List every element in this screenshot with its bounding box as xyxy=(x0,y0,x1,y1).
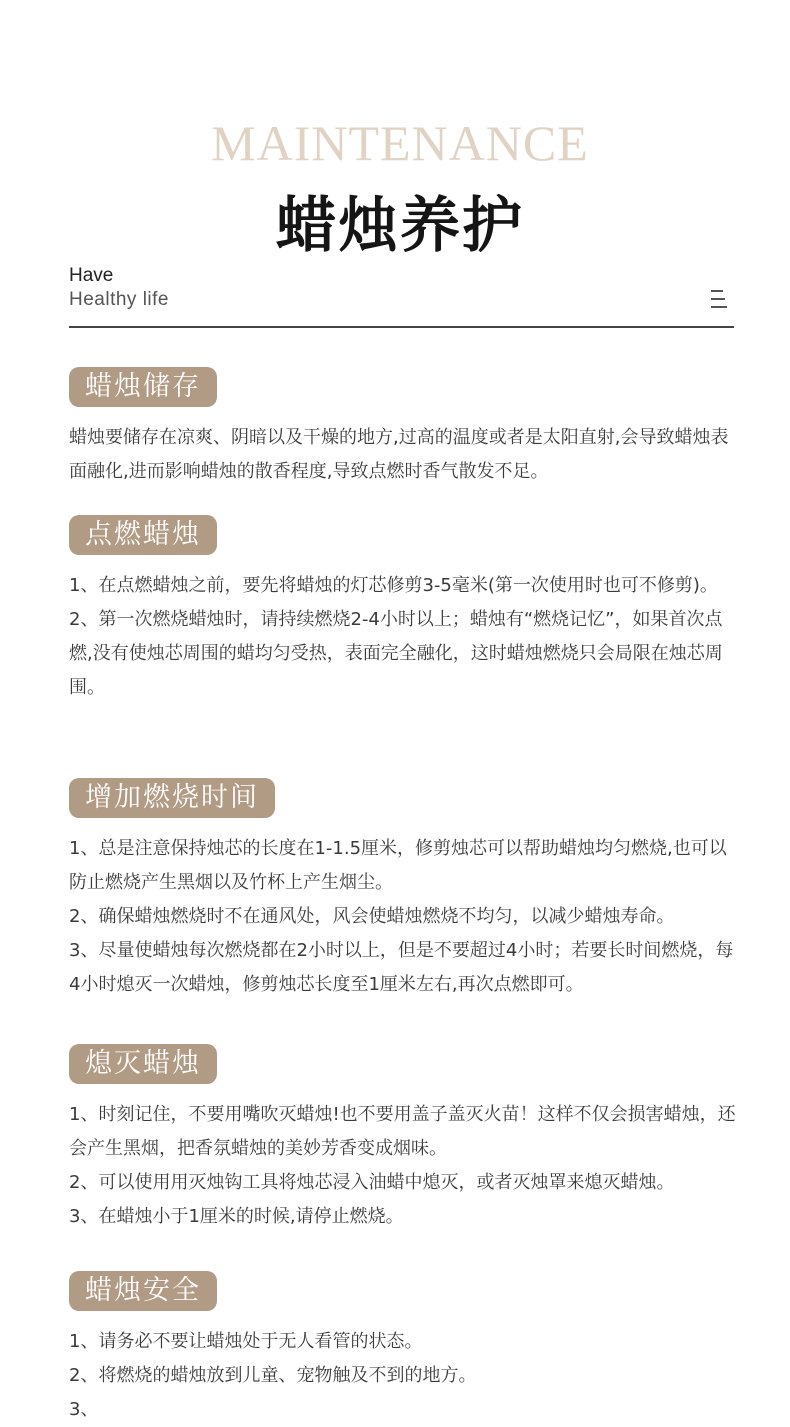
section-extinguish xyxy=(69,1044,749,1234)
header-divider xyxy=(69,326,734,328)
section-title-badge: 点燃蜡烛 xyxy=(69,515,217,555)
section-paragraph: 2、可以使用用灭烛钩工具将烛芯浸入油蜡中熄灭，或者灭烛罩来熄灭蜡烛。 xyxy=(69,1172,675,1193)
tagline-healthy-life: Healthy life xyxy=(69,289,169,310)
section-paragraph: 1、时刻记住，不要用嘴吹灭蜡烛!也不要用盖子盖灭火苗！这样不仅会损害蜡烛，还会产生黑烟，把香氛蜡烛的美妙芳香变成烟味。 xyxy=(69,1104,736,1159)
section-paragraph: 1、在点燃蜡烛之前，要先将蜡烛的灯芯修剪3-5毫米(第一次使用时也可不修剪)。 xyxy=(69,575,718,596)
section-paragraph: 蜡烛要储存在凉爽、阴暗以及干燥的地方,过高的温度或者是太阳直射,会导致蜡烛表面融化,进而影响蜡烛的散香程度,导致点燃时香气散发不足。 xyxy=(69,427,729,482)
section-title-badge: 增加燃烧时间 xyxy=(69,778,275,818)
section-paragraph: 3、在蜡烛小于1厘米的时候,请停止燃烧。 xyxy=(69,1206,404,1227)
section-safety xyxy=(69,1271,749,1427)
section-lighting xyxy=(69,515,749,705)
section-title-badge: 熄灭蜡烛 xyxy=(69,1044,217,1084)
tagline-have: Have xyxy=(69,265,114,286)
menu-icon[interactable] xyxy=(711,290,727,308)
section-storage xyxy=(69,367,749,489)
title-en: MAINTENANCE xyxy=(211,115,589,171)
section-paragraph: 3、 xyxy=(69,1399,99,1420)
section-paragraph: 2、将燃烧的蜡烛放到儿童、宠物触及不到的地方。 xyxy=(69,1365,477,1386)
page-title: 蜡烛养护 xyxy=(276,191,524,261)
section-burn-time xyxy=(69,778,749,1002)
section-title-badge: 蜡烛安全 xyxy=(69,1271,217,1311)
section-paragraph: 2、第一次燃烧蜡烛时，请持续燃烧2-4小时以上；蜡烛有“燃烧记忆”，如果首次点燃,没有使烛芯周围的蜡均匀受热，表面完全融化，这时蜡烛燃烧只会局限在烛芯周围。 xyxy=(69,609,723,698)
section-paragraph: 3、尽量使蜡烛每次燃烧都在2小时以上，但是不要超过4小时；若要长时间燃烧，每4小时熄灭一次蜡烛，修剪烛芯长度至1厘米左右,再次点燃即可。 xyxy=(69,940,734,995)
section-paragraph: 1、总是注意保持烛芯的长度在1-1.5厘米，修剪烛芯可以帮助蜡烛均匀燃烧,也可以防止燃烧产生黑烟以及竹杯上产生烟尘。 xyxy=(69,838,727,893)
section-paragraph: 1、请务必不要让蜡烛处于无人看管的状态。 xyxy=(69,1331,423,1352)
section-title-badge: 蜡烛储存 xyxy=(69,367,217,407)
section-paragraph: 2、确保蜡烛燃烧时不在通风处，风会使蜡烛燃烧不均匀，以减少蜡烛寿命。 xyxy=(69,906,675,927)
